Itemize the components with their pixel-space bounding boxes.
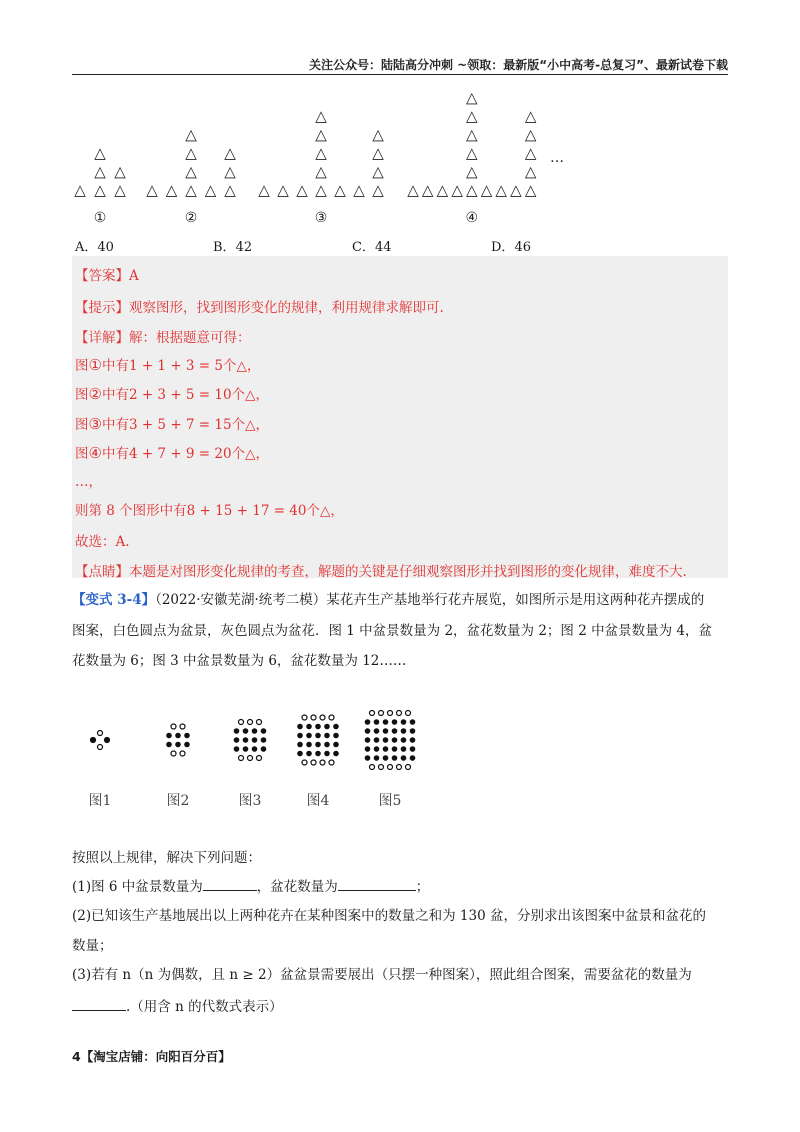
- flower-dot: [315, 742, 321, 748]
- triangle-mark: △: [114, 181, 126, 199]
- flower-dot: [383, 737, 389, 743]
- bonsai-dot: [257, 720, 262, 725]
- bonsai-dot: [257, 756, 262, 761]
- flower-dot: [166, 733, 172, 739]
- bonsai-dot: [329, 715, 334, 720]
- hint-line: 【提示】观察图形，找到图形变化的规律，利用规律求解即可.: [75, 300, 444, 316]
- triangle-mark: △: [372, 162, 384, 181]
- flower-dot: [374, 746, 380, 752]
- flower-dot: [383, 755, 389, 761]
- flower-dot: [383, 728, 389, 734]
- bonsai-dot: [388, 765, 393, 770]
- triangle-mark: △: [94, 181, 106, 199]
- triangle-mark: △: [315, 181, 327, 199]
- flower-dot: [175, 733, 181, 739]
- flower-dot: [184, 733, 190, 739]
- flower-dot: [333, 742, 339, 748]
- question-3-line-1: (3)若有 n（n 为偶数，且 n ≥ 2）盆盆景需要展出（只摆一种图案），照此组合图案，需要盆花的数量为: [72, 967, 692, 983]
- triangle-mark: △: [296, 181, 308, 199]
- flower-dot: [374, 737, 380, 743]
- flower-dot: [297, 751, 303, 757]
- flower-dot: [365, 755, 371, 761]
- triangle-mark: △: [224, 162, 236, 181]
- bonsai-dot: [397, 711, 402, 716]
- triangle-mark: △: [185, 162, 197, 181]
- solution-step-2: 图②中有2 + 3 + 5 = 10个△，: [75, 385, 269, 403]
- answer-line: 【答案】A: [75, 268, 139, 284]
- triangle-mark: △: [372, 181, 384, 199]
- triangle-mark: △: [466, 125, 478, 144]
- question-1: (1)图 6 中盆景数量为 ，盆花数量为 ；: [72, 875, 429, 895]
- flower-dot: [306, 724, 312, 730]
- triangle-mark: △: [495, 181, 507, 199]
- flower-dot: [392, 719, 398, 725]
- bonsai-dot: [98, 745, 103, 750]
- flower-dot: [184, 742, 190, 748]
- bonsai-dot: [98, 731, 103, 736]
- flower-dot: [410, 719, 416, 725]
- triangle-mark: △: [185, 125, 197, 144]
- bonsai-dot: [302, 715, 307, 720]
- solution-step-3: 图③中有3 + 5 + 7 = 15个△，: [75, 415, 269, 433]
- flower-dot: [365, 719, 371, 725]
- flower-dot: [243, 737, 249, 743]
- flower-dot: [383, 746, 389, 752]
- bonsai-dot: [311, 760, 316, 765]
- flower-dot: [392, 746, 398, 752]
- flower-dot: [315, 724, 321, 730]
- flower-dot: [234, 728, 240, 734]
- dot-figure-label: 图4: [306, 793, 330, 809]
- triangle-mark: △: [277, 181, 289, 199]
- triangle-mark: △: [451, 181, 463, 199]
- flower-dot: [374, 755, 380, 761]
- bonsai-dot: [379, 711, 384, 716]
- flower-dot: [105, 738, 110, 743]
- dot-figure-label: 图5: [378, 793, 402, 809]
- flower-dot: [324, 724, 330, 730]
- triangle-mark: △: [146, 181, 158, 199]
- bonsai-dot: [397, 765, 402, 770]
- triangle-pattern-figure: [0, 90, 800, 225]
- flower-dot: [252, 746, 258, 752]
- bonsai-dot: [406, 711, 411, 716]
- flower-dot: [243, 746, 249, 752]
- triangle-mark: △: [466, 107, 478, 125]
- answer-blank-1[interactable]: [203, 876, 257, 891]
- triangle-mark: △: [524, 162, 537, 181]
- bonsai-dot: [180, 724, 185, 729]
- flower-dot: [333, 751, 339, 757]
- bonsai-dot: [406, 765, 411, 770]
- flower-dot: [315, 751, 321, 757]
- comment-line: 【点睛】本题是对图形变化规律的考查，解题的关键是仔细观察图形并找到图形的变化规律，难度不大.: [75, 564, 687, 580]
- pattern-ellipsis: …: [550, 150, 564, 166]
- flower-dot: [243, 728, 249, 734]
- triangle-mark: △: [421, 181, 434, 199]
- flower-dot: [324, 733, 330, 739]
- bonsai-dot: [239, 720, 244, 725]
- flower-dot: [365, 728, 371, 734]
- flower-dot: [315, 733, 321, 739]
- flower-dot: [410, 746, 416, 752]
- problem-line-1: 【变式 3-4】（2022·安徽芜湖·统考二模）某花卉生产基地举行花卉展览，如图所示是用这两种花卉摆成的: [72, 592, 705, 608]
- flower-dot: [383, 719, 389, 725]
- flower-dot: [175, 742, 181, 748]
- bonsai-dot: [320, 715, 325, 720]
- flower-dot: [392, 755, 398, 761]
- flower-dot: [306, 751, 312, 757]
- dot-figure-4: [297, 715, 339, 765]
- flower-dot: [324, 742, 330, 748]
- flower-dot: [401, 755, 407, 761]
- flower-dot: [324, 751, 330, 757]
- bonsai-dot: [388, 711, 393, 716]
- triangle-mark: △: [524, 181, 537, 199]
- answer-choices: [75, 236, 725, 258]
- bonsai-dot: [370, 765, 375, 770]
- triangle-mark: △: [466, 181, 478, 199]
- choice-a[interactable]: A．40: [75, 240, 114, 255]
- flower-dot: [91, 738, 96, 743]
- flower-dot: [261, 746, 267, 752]
- solution-ellipsis: …，: [75, 474, 102, 490]
- flower-dot: [333, 724, 339, 730]
- flower-dot: [401, 728, 407, 734]
- triangle-mark: △: [94, 144, 106, 162]
- header-rule: [72, 74, 728, 75]
- solution-choose: 故选：A.: [75, 534, 130, 550]
- triangle-mark: △: [524, 125, 537, 144]
- bonsai-dot: [171, 724, 176, 729]
- triangle-mark: △: [204, 181, 217, 199]
- dot-figure-5: [365, 711, 416, 770]
- bonsai-dot: [248, 756, 253, 761]
- flower-dot: [401, 737, 407, 743]
- flower-dot: [333, 733, 339, 739]
- flower-dot: [410, 755, 416, 761]
- solution-general: 则第 8 个图形中有8 + 15 + 17 = 40个△，: [75, 503, 344, 519]
- flower-dot: [374, 719, 380, 725]
- triangle-mark: △: [466, 90, 478, 107]
- flower-dot: [306, 733, 312, 739]
- choice-b[interactable]: B．42: [213, 240, 253, 255]
- flower-dot: [392, 728, 398, 734]
- flower-dot: [365, 746, 371, 752]
- bonsai-dot: [379, 765, 384, 770]
- flower-dot: [234, 737, 240, 743]
- triangle-mark: △: [466, 162, 478, 181]
- detail-line: 【详解】解：根据题意可得：: [75, 330, 251, 346]
- flower-dot: [261, 737, 267, 743]
- triangle-mark: △: [165, 181, 178, 199]
- dot-figure-1: [91, 731, 110, 750]
- solution-step-1: 图①中有1 + 1 + 3 = 5个△，: [75, 356, 261, 374]
- triangle-mark: △: [407, 181, 419, 199]
- answer-blank-3[interactable]: [72, 996, 126, 1011]
- question-intro: 按照以上规律，解决下列问题：: [72, 850, 261, 866]
- bonsai-dot: [311, 715, 316, 720]
- bonsai-dot: [180, 751, 185, 756]
- triangle-mark: △: [94, 162, 106, 181]
- triangle-mark: △: [185, 144, 197, 162]
- triangle-mark: △: [315, 107, 327, 125]
- choice-c[interactable]: C．44: [352, 240, 392, 255]
- flower-dot: [374, 728, 380, 734]
- flower-dot: [365, 737, 371, 743]
- dot-figure-2: [166, 724, 190, 756]
- flower-dot: [261, 728, 267, 734]
- choice-d[interactable]: D．46: [491, 240, 531, 255]
- flower-dot: [166, 742, 172, 748]
- triangle-mark: △: [185, 181, 197, 199]
- question-2-line-2: 数量；: [72, 938, 113, 954]
- flower-dot: [401, 719, 407, 725]
- triangle-mark: △: [436, 181, 449, 199]
- triangle-mark: △: [372, 125, 384, 144]
- triangle-mark: △: [315, 144, 327, 162]
- dot-figure-label: 图1: [88, 793, 112, 809]
- flower-dot: [234, 746, 240, 752]
- figure-label: ①: [93, 210, 107, 225]
- dot-pattern-figure: [80, 695, 440, 815]
- bonsai-dot: [320, 760, 325, 765]
- flower-dot: [297, 742, 303, 748]
- figure-label: ④: [465, 210, 479, 225]
- bonsai-dot: [329, 760, 334, 765]
- dot-figure-label: 图2: [166, 793, 190, 809]
- triangle-mark: △: [466, 144, 478, 162]
- flower-dot: [392, 737, 398, 743]
- triangle-mark: △: [258, 181, 270, 199]
- triangle-mark: △: [524, 107, 537, 125]
- flower-dot: [297, 733, 303, 739]
- flower-dot: [401, 746, 407, 752]
- figure-label: ②: [184, 210, 198, 225]
- triangle-mark: △: [224, 181, 236, 199]
- triangle-mark: △: [480, 181, 493, 199]
- question-2-line-1: (2)已知该生产基地展出以上两种花卉在某种图案中的数量之和为 130 盆，分别求出该图案中盆景和盆花的: [72, 908, 706, 924]
- bonsai-dot: [239, 756, 244, 761]
- answer-blank-2[interactable]: [338, 876, 416, 891]
- triangle-mark: △: [315, 162, 327, 181]
- triangle-mark: △: [510, 181, 522, 199]
- triangle-mark: △: [524, 144, 537, 162]
- triangle-mark: △: [315, 125, 327, 144]
- solution-box: [72, 256, 728, 578]
- triangle-mark: △: [353, 181, 365, 199]
- triangle-mark: △: [114, 162, 126, 181]
- flower-dot: [410, 728, 416, 734]
- triangle-mark: △: [334, 181, 346, 199]
- problem-line-3: 花数量为 6；图 3 中盆景数量为 6，盆花数量为 12……: [72, 653, 407, 669]
- flower-dot: [306, 742, 312, 748]
- flower-dot: [252, 737, 258, 743]
- dot-figure-label: 图3: [238, 793, 262, 809]
- bonsai-dot: [302, 760, 307, 765]
- triangle-mark: △: [372, 144, 384, 162]
- page-header: 关注公众号：陆陆高分冲刺 ~领取：最新版“小中高考-总复习”、最新试卷下载: [309, 58, 728, 72]
- dot-figure-3: [234, 720, 267, 761]
- page-footer: 4【淘宝店铺：向阳百分百】: [72, 1049, 231, 1064]
- figure-label: ③: [314, 210, 328, 225]
- bonsai-dot: [171, 751, 176, 756]
- triangle-mark: △: [74, 181, 86, 199]
- bonsai-dot: [370, 711, 375, 716]
- problem-line-2: 图案，白色圆点为盆景，灰色圆点为盆花．图 1 中盆景数量为 2，盆花数量为 2；图 2 中盆景数量为 4，盆: [72, 623, 712, 639]
- flower-dot: [297, 724, 303, 730]
- bonsai-dot: [248, 720, 253, 725]
- variant-tag: 【变式 3-4】: [72, 592, 156, 608]
- flower-dot: [252, 728, 258, 734]
- triangle-mark: △: [224, 144, 236, 162]
- question-3-line-2: .（用含 n 的代数式表示）: [72, 995, 283, 1015]
- flower-dot: [410, 737, 416, 743]
- solution-step-4: 图④中有4 + 7 + 9 = 20个△，: [75, 444, 269, 462]
